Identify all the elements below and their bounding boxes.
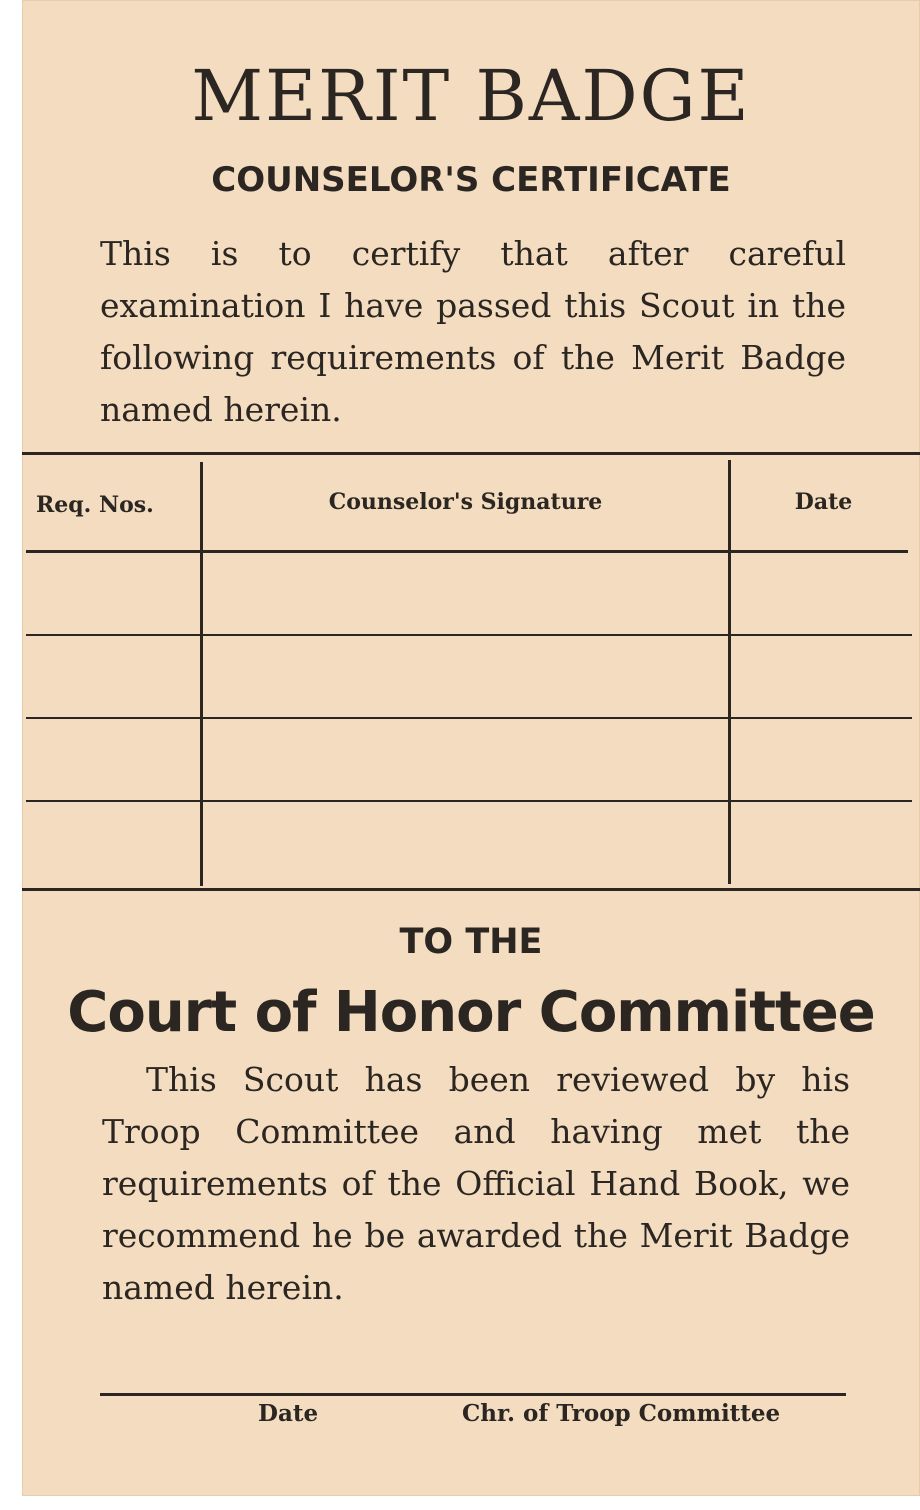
chairman-label: Chr. of Troop Committee bbox=[462, 1400, 781, 1427]
req-nos-cell[interactable] bbox=[26, 556, 198, 632]
signature-cell[interactable] bbox=[206, 639, 726, 715]
date-cell[interactable] bbox=[734, 722, 914, 798]
court-of-honor-heading: Court of Honor Committee bbox=[67, 980, 875, 1045]
signature-cell[interactable] bbox=[206, 805, 726, 885]
req-nos-cell[interactable] bbox=[26, 639, 198, 715]
date-cell[interactable] bbox=[734, 639, 914, 715]
row-rule bbox=[26, 550, 908, 553]
header-req-nos: Req. Nos. bbox=[36, 492, 154, 518]
table-top-rule bbox=[22, 452, 920, 455]
date-cell[interactable] bbox=[734, 556, 914, 632]
date-label: Date bbox=[258, 1400, 319, 1427]
table-bottom-rule bbox=[22, 888, 920, 891]
signature-cell[interactable] bbox=[206, 556, 726, 632]
header-date: Date bbox=[794, 489, 853, 515]
certification-statement: This is to certify that after careful examination I have passed this Scout in the following requirements of the Merit Badge named herein. bbox=[100, 234, 846, 429]
header-counselor-signature: Counselor's Signature bbox=[328, 489, 603, 515]
column-divider bbox=[728, 460, 731, 884]
certificate-title: MERIT BADGE bbox=[191, 55, 751, 137]
certificate-subtitle: COUNSELOR'S CERTIFICATE bbox=[211, 160, 731, 200]
signature-cell[interactable] bbox=[206, 722, 726, 798]
recommendation-statement: This Scout has been reviewed by his Troop Committee and having met the requirements of the Official Hand Book, we recommend he be awarded the Merit Badge named herein. bbox=[102, 1060, 850, 1307]
row-rule bbox=[26, 634, 912, 636]
req-nos-cell[interactable] bbox=[26, 805, 198, 885]
date-cell[interactable] bbox=[734, 805, 914, 885]
row-rule bbox=[26, 800, 912, 802]
row-rule bbox=[26, 717, 912, 719]
certificate-card bbox=[22, 0, 920, 1496]
to-the-heading: TO THE bbox=[399, 922, 543, 962]
req-nos-cell[interactable] bbox=[26, 722, 198, 798]
column-divider bbox=[200, 462, 203, 886]
signature-line bbox=[100, 1393, 846, 1396]
